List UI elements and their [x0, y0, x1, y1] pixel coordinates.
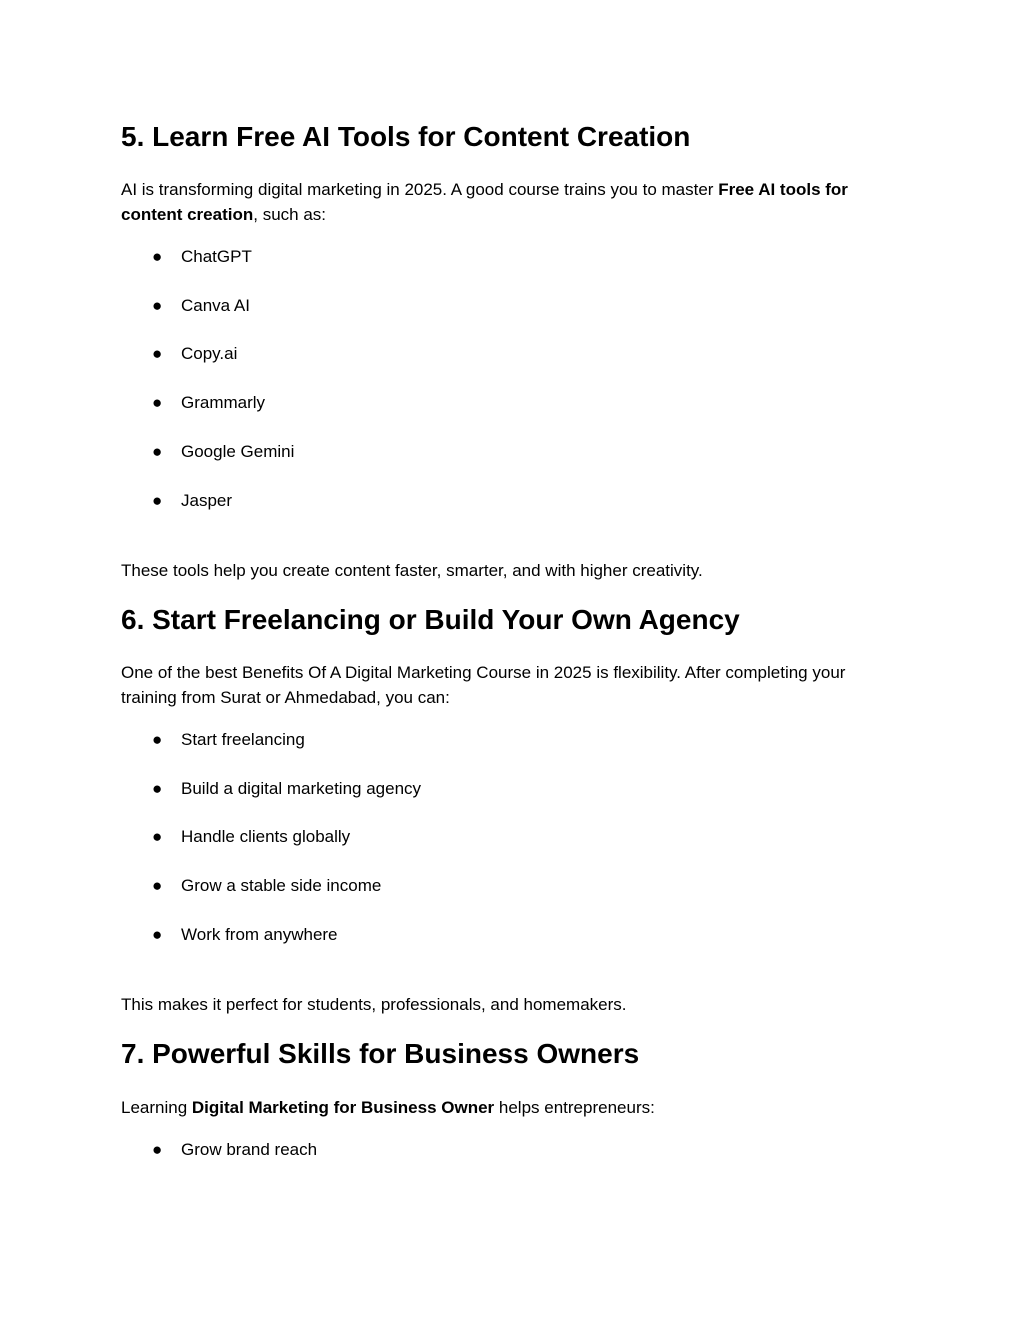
- intro-bold: Digital Marketing for Business Owner: [191, 1098, 495, 1117]
- section-5-outro: These tools help you create content faster, smarter, and with higher creativity.: [121, 561, 703, 580]
- list-item: [152, 247, 252, 267]
- list-item: [152, 779, 421, 799]
- list-item: [152, 393, 265, 413]
- list-item: [152, 491, 232, 511]
- list-item-text: Google Gemini: [181, 441, 295, 461]
- intro-text: Learning: [121, 1098, 192, 1117]
- bullet-icon: ●: [152, 393, 163, 413]
- intro-text-end: helps entrepreneurs:: [494, 1098, 655, 1117]
- section-6-intro: One of the best Benefits Of A Digital Marketing Course in 2025 is flexibility. After completing your training from Surat or Ahmedabad, you can:: [121, 663, 846, 707]
- list-item: [152, 827, 350, 847]
- section-7-heading: 7. Powerful Skills for Business Owners: [121, 1038, 640, 1069]
- list-item: [152, 344, 237, 364]
- list-item: [152, 730, 305, 750]
- list-item: [152, 1140, 317, 1160]
- section-5-intro: [121, 177, 891, 227]
- section-7-intro: [121, 1095, 891, 1120]
- bullet-icon: ●: [152, 876, 163, 896]
- bullet-icon: ●: [152, 344, 163, 364]
- list-item-text: Jasper: [181, 490, 233, 510]
- list-item: [152, 442, 294, 462]
- list-item-text: Build a digital marketing agency: [181, 778, 422, 798]
- list-item-text: Grow a stable side income: [181, 876, 382, 896]
- list-item-text: ChatGPT: [181, 247, 252, 266]
- list-item-text: Canva AI: [181, 295, 250, 315]
- bullet-icon: ●: [152, 730, 163, 749]
- section-5-heading: 5. Learn Free AI Tools for Content Creation: [121, 121, 691, 152]
- list-item-text: Grammarly: [181, 393, 266, 413]
- section-6-heading: 6. Start Freelancing or Build Your Own Agency: [121, 604, 740, 635]
- bullet-icon: ●: [152, 778, 163, 798]
- list-item-text: Start freelancing: [181, 730, 305, 749]
- bullet-icon: ●: [152, 924, 163, 944]
- list-item: [152, 925, 338, 945]
- list-item-text: Copy.ai: [181, 344, 238, 364]
- bullet-icon: ●: [152, 1140, 163, 1159]
- bullet-icon: ●: [152, 295, 163, 315]
- bullet-icon: ●: [152, 441, 163, 461]
- list-item-text: Handle clients globally: [181, 827, 351, 847]
- list-item-text: Grow brand reach: [181, 1140, 318, 1159]
- list-item: [152, 876, 381, 896]
- bullet-icon: ●: [152, 827, 163, 847]
- list-item: [152, 296, 250, 316]
- bullet-icon: ●: [152, 490, 163, 510]
- list-item-text: Work from anywhere: [181, 924, 338, 944]
- intro-text-end: , such as:: [253, 205, 327, 224]
- section-6-outro: This makes it perfect for students, professionals, and homemakers.: [121, 995, 627, 1014]
- bullet-icon: ●: [152, 247, 163, 266]
- intro-bold: Free AI tools for content creation: [121, 180, 848, 224]
- intro-text: AI is transforming digital marketing in 2025. A good course trains you to master: [121, 180, 719, 199]
